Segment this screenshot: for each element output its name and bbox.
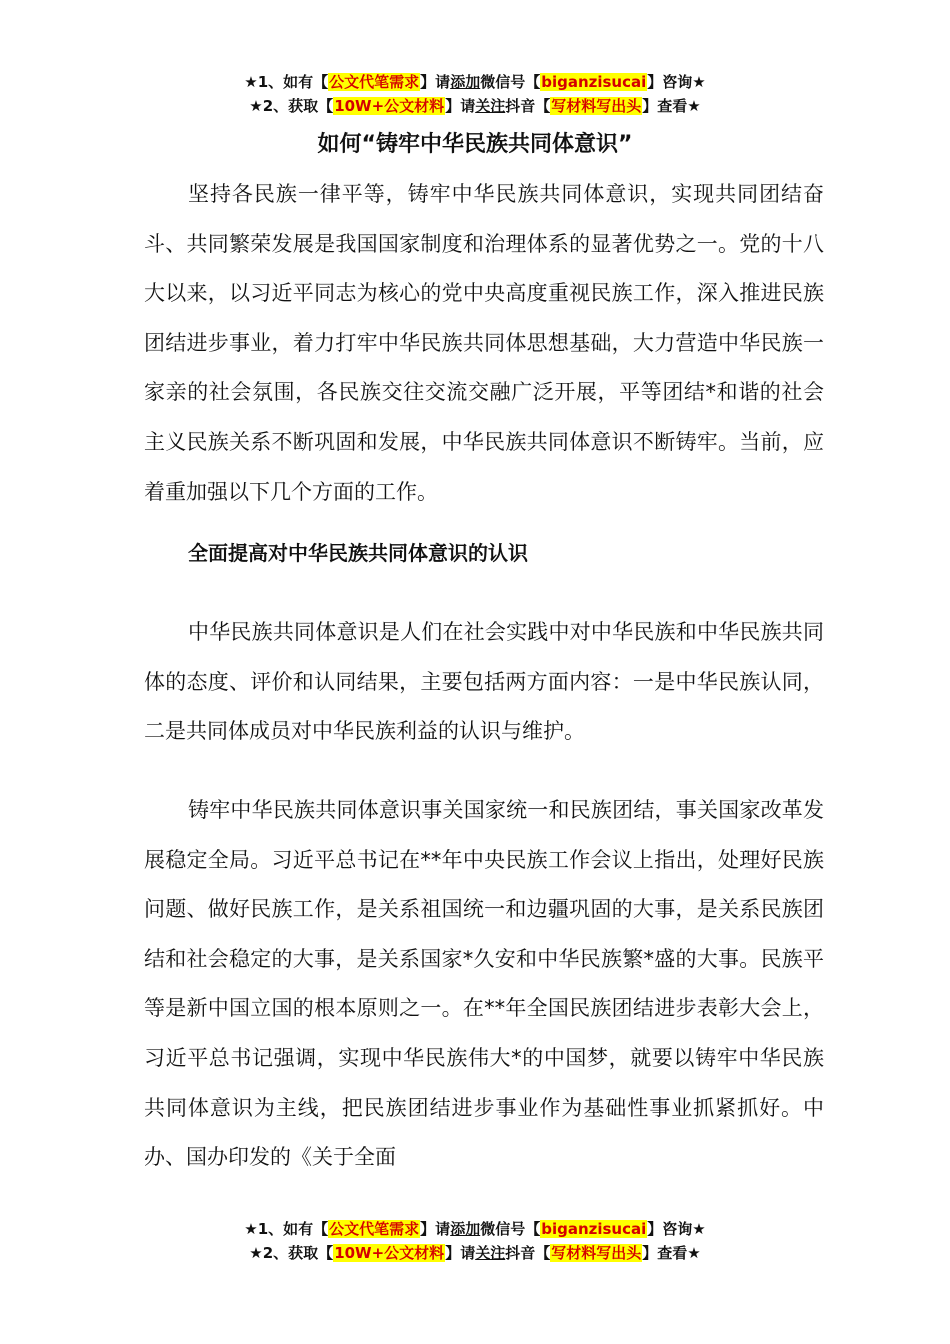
promo-text: 】咨询★ — [647, 1220, 706, 1238]
document-title: 如何“铸牢中华民族共同体意识” — [317, 132, 633, 157]
promo-line-2 — [0, 1241, 950, 1265]
promo-text: 】请 — [445, 97, 476, 115]
paragraph-definition: 中华民族共同体意识是人们在社会实践中对中华民族和中华民族共同体的态度、评价和认同结果，主要包括两方面内容：一是中华民族认同，二是共同体成员对中华民族利益的认识与维护。 — [144, 620, 824, 744]
promo-banner-top — [0, 70, 950, 118]
promo-text: 】查看★ — [642, 1244, 701, 1262]
promo-text: 微信号【 — [480, 1220, 541, 1238]
section-heading: 全面提高对中华民族共同体意识的认识 — [188, 541, 528, 565]
promo-line-1 — [0, 1217, 950, 1241]
promo-highlight: 10W+公文材料 — [334, 97, 445, 115]
promo-text: ★1、如有【 — [244, 1220, 329, 1238]
promo-underline-text: 关注 — [475, 1244, 506, 1262]
promo-text: ★1、如有【 — [244, 73, 329, 91]
promo-line-1 — [0, 70, 950, 94]
promo-wechat-id: biganzisucai — [541, 73, 647, 91]
promo-text: 】请 — [420, 73, 451, 91]
promo-text: 】请 — [445, 1244, 476, 1262]
promo-underline-text: 添加 — [450, 73, 481, 91]
promo-text: 微信号【 — [480, 73, 541, 91]
paragraph-intro: 坚持各民族一律平等，铸牢中华民族共同体意识，实现共同团结奋斗、共同繁荣发展是我国国家制度和治理体系的显著优势之一。党的十八大以来，以习近平同志为核心的党中央高度重视民族工作，深入推进民族团结进步事业，着力打牢中华民族共同体思想基础，大力营造中华民族一家亲的社会氛围，各民族交往交流交融广泛开展，平等团结*和谐的社会主义民族关系不断巩固和发展，中华民族共同体意识不断铸牢。当前，应着重加强以下几个方面的工作。 — [144, 182, 824, 504]
promo-text: 抖音【 — [505, 1244, 551, 1262]
promo-text: 】咨询★ — [647, 73, 706, 91]
promo-text: 抖音【 — [505, 97, 551, 115]
promo-underline-text: 添加 — [450, 1220, 481, 1238]
promo-line-2 — [0, 94, 950, 118]
promo-underline-text: 关注 — [475, 97, 506, 115]
promo-text: ★2、获取【 — [249, 1244, 334, 1262]
promo-wechat-id: biganzisucai — [541, 1220, 647, 1238]
promo-text: ★2、获取【 — [249, 97, 334, 115]
promo-highlight: 公文代笔需求 — [329, 73, 420, 91]
promo-douyin-id: 写材料写出头 — [551, 1244, 642, 1262]
promo-highlight: 公文代笔需求 — [329, 1220, 420, 1238]
paragraph-significance: 铸牢中华民族共同体意识事关国家统一和民族团结，事关国家改革发展稳定全局。习近平总书记在**年中央民族工作会议上指出，处理好民族问题、做好民族工作，是关系祖国统一和边疆巩固的大事，是关系民族团结和社会稳定的大事，是关系国家*久安和中华民族繁*盛的大事。民族平等是新中国立国的根本原则之一。在**年全国民族团结进步表彰大会上，习近平总书记强调，实现中华民族伟大*的中国梦，就要以铸牢中华民族共同体意识为主线，把民族团结进步事业作为基础性事业抓紧抓好。中办、国办印发的《关于全面 — [144, 798, 824, 1170]
promo-highlight: 10W+公文材料 — [334, 1244, 445, 1262]
promo-text: 】查看★ — [642, 97, 701, 115]
promo-text: 】请 — [420, 1220, 451, 1238]
promo-banner-bottom — [0, 1217, 950, 1265]
promo-douyin-id: 写材料写出头 — [551, 97, 642, 115]
